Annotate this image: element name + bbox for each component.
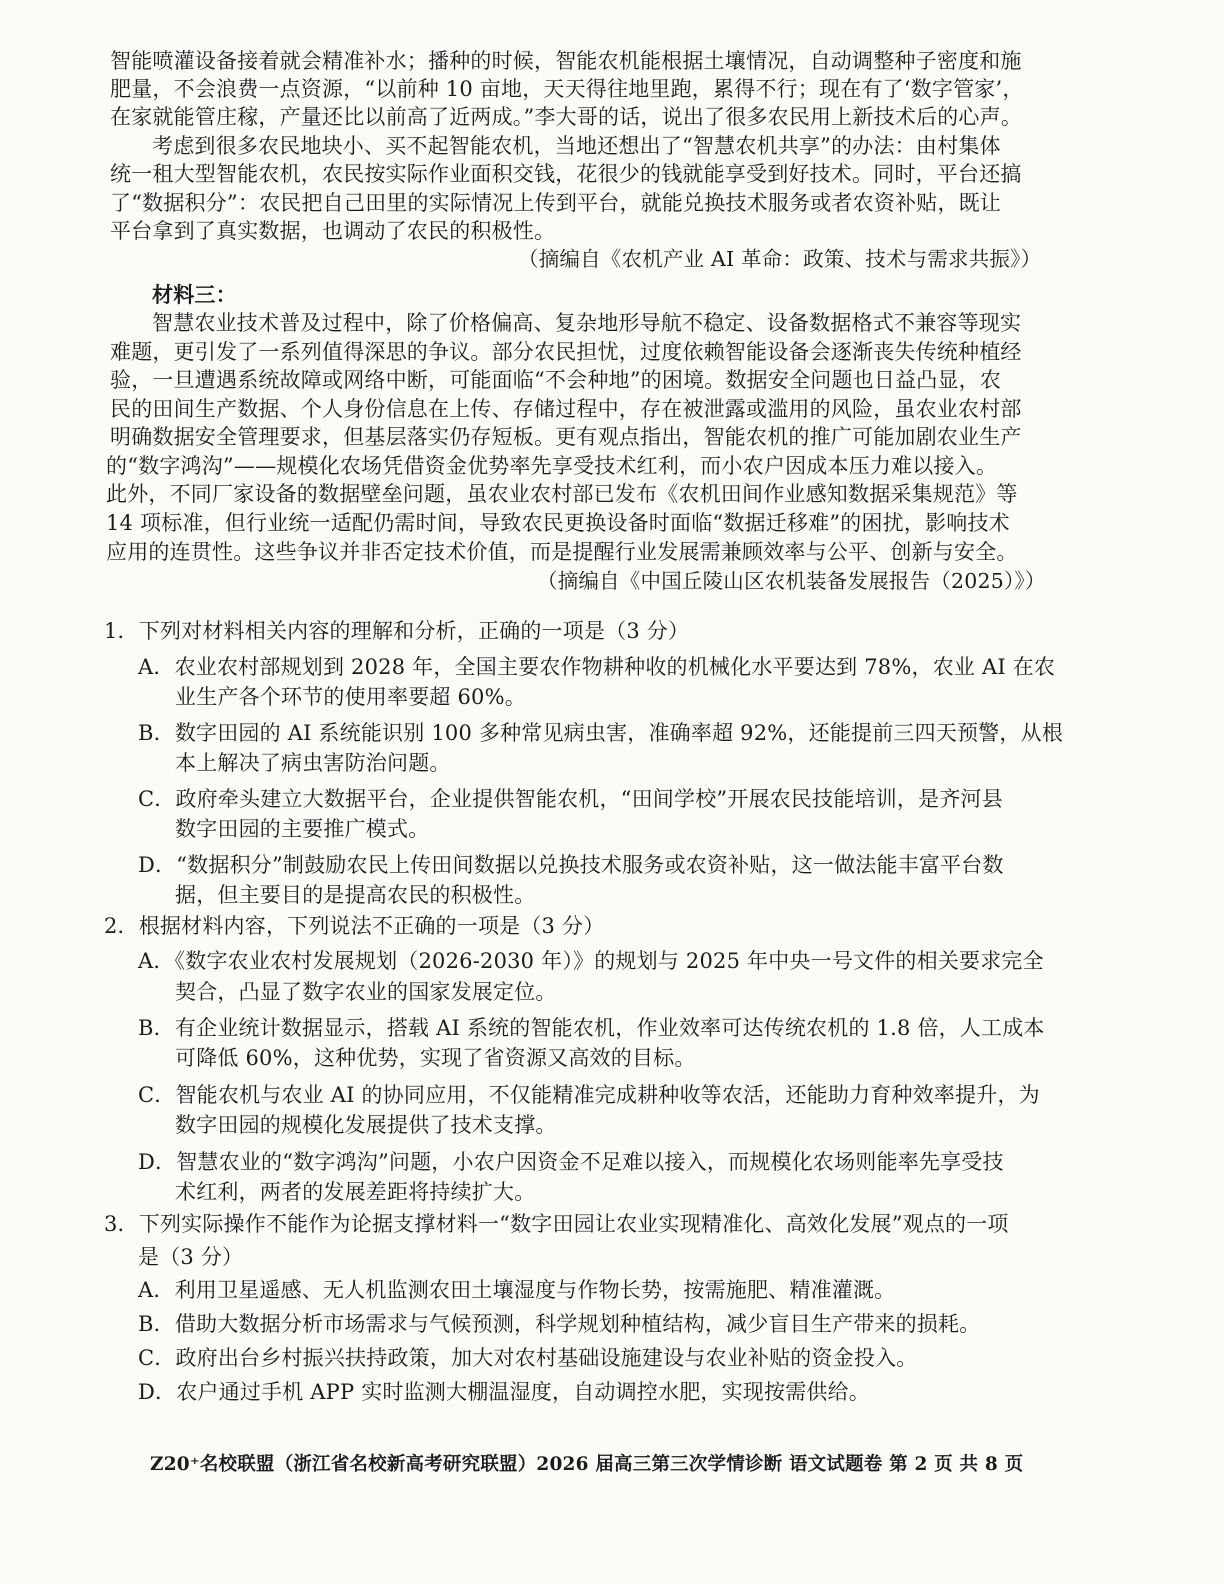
option-a: A．《数字农业农村发展规划（2026-2030 年）》的规划与 2025 年中央一号文件的相关要求完全 <box>138 949 1044 973</box>
question-stem-cont: 是（3 分） <box>138 1245 244 1269</box>
option-c: C．智能农机与农业 AI 的协同应用，不仅能精准完成耕种收等农活，还能助力育种效率提升，为 <box>138 1083 1040 1107</box>
text-line: 14 项标准，但行业统一适配仍需时间，导致农民更换设备时面临“数据迁移难”的困扰，影响技术 <box>106 511 1010 535</box>
text-line: 智能喷灌设备接着就会精准补水；播种的时候，智能农机能根据土壤情况，自动调整种子密度和施 <box>110 49 1022 73</box>
question-stem: 2．根据材料内容，下列说法不正确的一项是（3 分） <box>104 914 605 938</box>
text-line: 统一租大型智能农机，农民按实际作业面积交钱，花很少的钱就能享受到好技术。同时，平台还搞 <box>110 162 1022 186</box>
option-b: B．借助大数据分析市场需求与气候预测，科学规划种植结构，减少盲目生产带来的损耗。 <box>138 1312 981 1336</box>
option-text-cont: 本上解决了病虫害防治问题。 <box>175 751 451 775</box>
option-text-cont: 业生产各个环节的使用率要超 60%。 <box>175 685 526 709</box>
text-line: 考虑到很多农民地块小、买不起智能农机，当地还想出了“智慧农机共享”的办法：由村集体 <box>152 134 1001 158</box>
option-text-cont: 可降低 60%，这种优势，实现了省资源又高效的目标。 <box>175 1046 696 1070</box>
option-d: D．智慧农业的“数字鸿沟”问题，小农户因资金不足难以接入，而规模化农场则能率先享受技 <box>138 1150 1004 1174</box>
text-line: 肥量，不会浪费一点资源，“以前种 10 亩地，天天得往地里跑，累得不行；现在有了‘数字管家’， <box>110 77 1024 101</box>
text-line: 了“数据积分”：农民把自己田里的实际情况上传到平台，就能兑换技术服务或者农资补贴，既让 <box>110 191 1002 215</box>
option-a: A．农业农村部规划到 2028 年，全国主要农作物耕种收的机械化水平要达到 78%，农业 AI 在农 <box>138 655 1056 679</box>
option-d: D．农户通过手机 APP 实时监测大棚温湿度，自动调控水肥，实现按需供给。 <box>138 1380 871 1404</box>
option-d: D．“数据积分”制鼓励农民上传田间数据以兑换技术服务或农资补贴，这一做法能丰富平台数 <box>138 853 1004 877</box>
material-heading: 材料三： <box>152 282 237 307</box>
text-line: 应用的连贯性。这些争议并非否定技术价值，而是提醒行业发展需兼顾效率与公平、创新与安全。 <box>106 540 1018 564</box>
question-stem: 3．下列实际操作不能作为论据支撑材料一“数字田园让农业实现精准化、高效化发展”观点的一项 <box>104 1212 1009 1236</box>
text-line: 平台拿到了真实数据，也调动了农民的积极性。 <box>110 219 556 243</box>
option-text-cont: 术红利，两者的发展差距将持续扩大。 <box>175 1180 536 1204</box>
text-line: 在家就能管庄稼，产量还比以前高了近两成。”李大哥的话，说出了很多农民用上新技术后的心声。 <box>110 105 1023 129</box>
text-line: 的“数字鸿沟”——规模化农场凭借资金优势率先享受技术红利，而小农户因成本压力难以接入。 <box>106 454 998 478</box>
option-b: B．有企业统计数据显示，搭载 AI 系统的智能农机，作业效率可达传统农机的 1.8 倍，人工成本 <box>138 1016 1045 1040</box>
option-c: C．政府牵头建立大数据平台，企业提供智能农机，“田间学校”开展农民技能培训，是齐河县 <box>138 787 1003 811</box>
option-b: B．数字田园的 AI 系统能识别 100 多种常见病虫害，准确率超 92%，还能提前三四天预警，从根 <box>138 721 1064 745</box>
text-line: 难题，更引发了一系列值得深思的争议。部分农民担忧，过度依赖智能设备会逐渐丧失传统种植经 <box>110 340 1022 364</box>
text-line: 明确数据安全管理要求，但基层落实仍存短板。更有观点指出，智能农机的推广可能加剧农业生产 <box>110 425 1022 449</box>
option-a: A．利用卫星遥感、无人机监测农田土壤湿度与作物长势，按需施肥、精准灌溉。 <box>138 1278 896 1302</box>
option-text-cont: 数字田园的主要推广模式。 <box>175 817 430 841</box>
option-text-cont: 数字田园的规模化发展提供了技术支撑。 <box>175 1113 557 1137</box>
source-citation: （摘编自《中国丘陵山区农机装备发展报告（2025）》） <box>537 569 1046 593</box>
page-footer: Z20⁺名校联盟（浙江省名校新高考研究联盟）2026 届高三第三次学情诊断 语文试题卷 第 2 页 共 8 页 <box>150 1454 1024 1475</box>
question-stem: 1．下列对材料相关内容的理解和分析，正确的一项是（3 分） <box>104 619 690 643</box>
option-text-cont: 契合，凸显了数字农业的国家发展定位。 <box>175 980 557 1004</box>
option-c: C．政府出台乡村振兴扶持政策，加大对农村基础设施建设与农业补贴的资金投入。 <box>138 1346 918 1370</box>
text-line: 民的田间生产数据、个人身份信息在上传、存储过程中，存在被泄露或滥用的风险，虽农业农村部 <box>110 397 1022 421</box>
text-line: 验，一旦遭遇系统故障或网络中断，可能面临“不会种地”的困境。数据安全问题也日益凸显，农 <box>110 368 1002 392</box>
text-line: 智慧农业技术普及过程中，除了价格偏高、复杂地形导航不稳定、设备数据格式不兼容等现实 <box>152 311 1022 335</box>
text-line: 此外，不同厂家设备的数据壁垒问题，虽农业农村部已发布《农机田间作业感知数据采集规范》等 <box>106 482 1018 506</box>
source-citation: （摘编自《农机产业 AI 革命：政策、技术与需求共振》） <box>518 247 1042 271</box>
option-text-cont: 据，但主要目的是提高农民的积极性。 <box>175 883 536 907</box>
